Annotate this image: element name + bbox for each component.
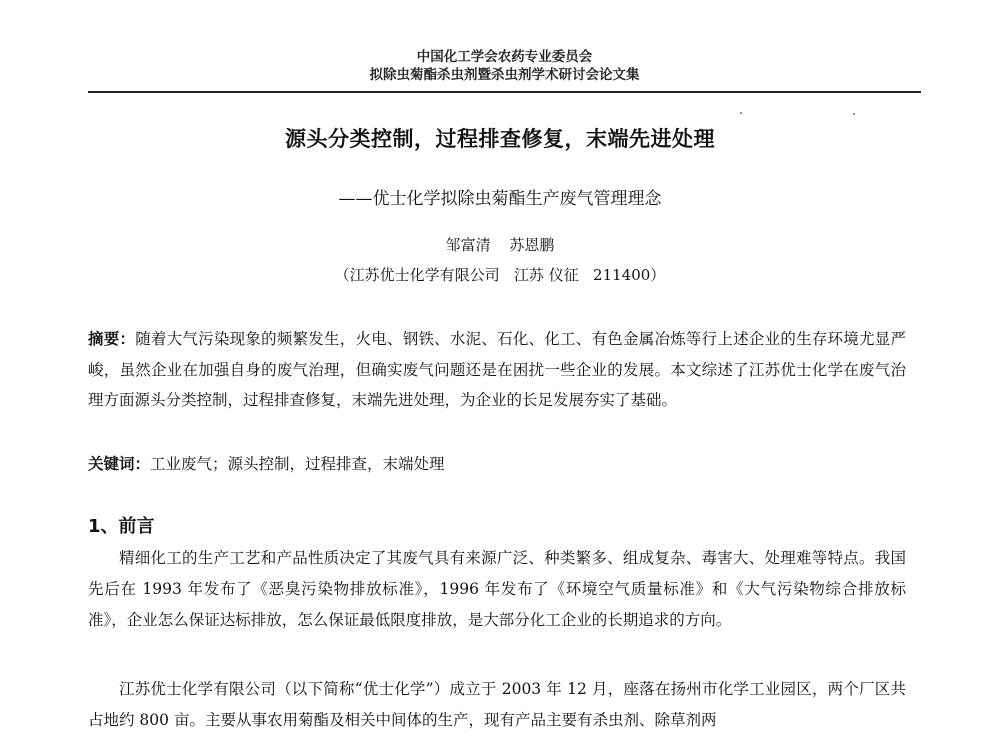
abstract-text: 随着大气污染现象的频繁发生，火电、钢铁、水泥、石化、化工、有色金属冶炼等行上述企业的生存环境尤显严峻，虽然企业在加强自身的废气治理，但确实废气问题还是在困扰一些企业的发展。本文综述了江苏优士化学在废气治理方面源头分类控制，过程排查修复，末端先进处理，为企业的长足发展夯实了基础。	[88, 330, 906, 409]
intro-paragraph-1: 精细化工的生产工艺和产品性质决定了其废气具有来源广泛、种类繁多、组成复杂、毒害大、处理难等特点。我国先后在 1993 年发布了《恶臭污染物排放标准》，1996 年发布了《环境空气质量标准》和《大气污染物综合排放标准》，企业怎么保证达标排放，怎么保证最低限度排放，是大部分化工企业的长期追求的方向。	[88, 549, 906, 629]
header-divider	[88, 91, 921, 93]
abstract	[88, 324, 906, 416]
keywords	[88, 451, 906, 477]
header-line-2: 拟除虫菊酯杀虫剂暨杀虫剂学术研讨会论文集	[369, 67, 640, 83]
abstract-label: 摘要：	[88, 330, 136, 348]
scan-speck	[853, 113, 855, 115]
proceedings-header	[88, 48, 921, 84]
section-heading-introduction: 1、前言	[88, 516, 155, 537]
intro-paragraph-2: 江苏优士化学有限公司（以下简称“优士化学”）成立于 2003 年 12 月，座落在扬州市化学工业园区，两个厂区共占地约 800 亩。主要从事农用菊酯及相关中间体的生产，现有产品主要有杀虫剂、除草剂两	[88, 680, 906, 729]
keywords-text: 工业废气；源头控制，过程排查，末端处理	[150, 455, 445, 473]
scan-speck	[740, 112, 742, 114]
paper-subtitle: ——优士化学拟除虫菊酯生产废气管理理念	[338, 189, 662, 209]
author-affiliation: （江苏优士化学有限公司 江苏 仪征 211400）	[334, 266, 666, 284]
paper-authors: 邹富清 苏恩鹏	[445, 236, 555, 254]
paper-title: 源头分类控制，过程排查修复，末端先进处理	[285, 127, 715, 151]
keywords-label: 关键词：	[88, 455, 151, 473]
header-line-1: 中国化工学会农药专业委员会	[416, 49, 593, 65]
